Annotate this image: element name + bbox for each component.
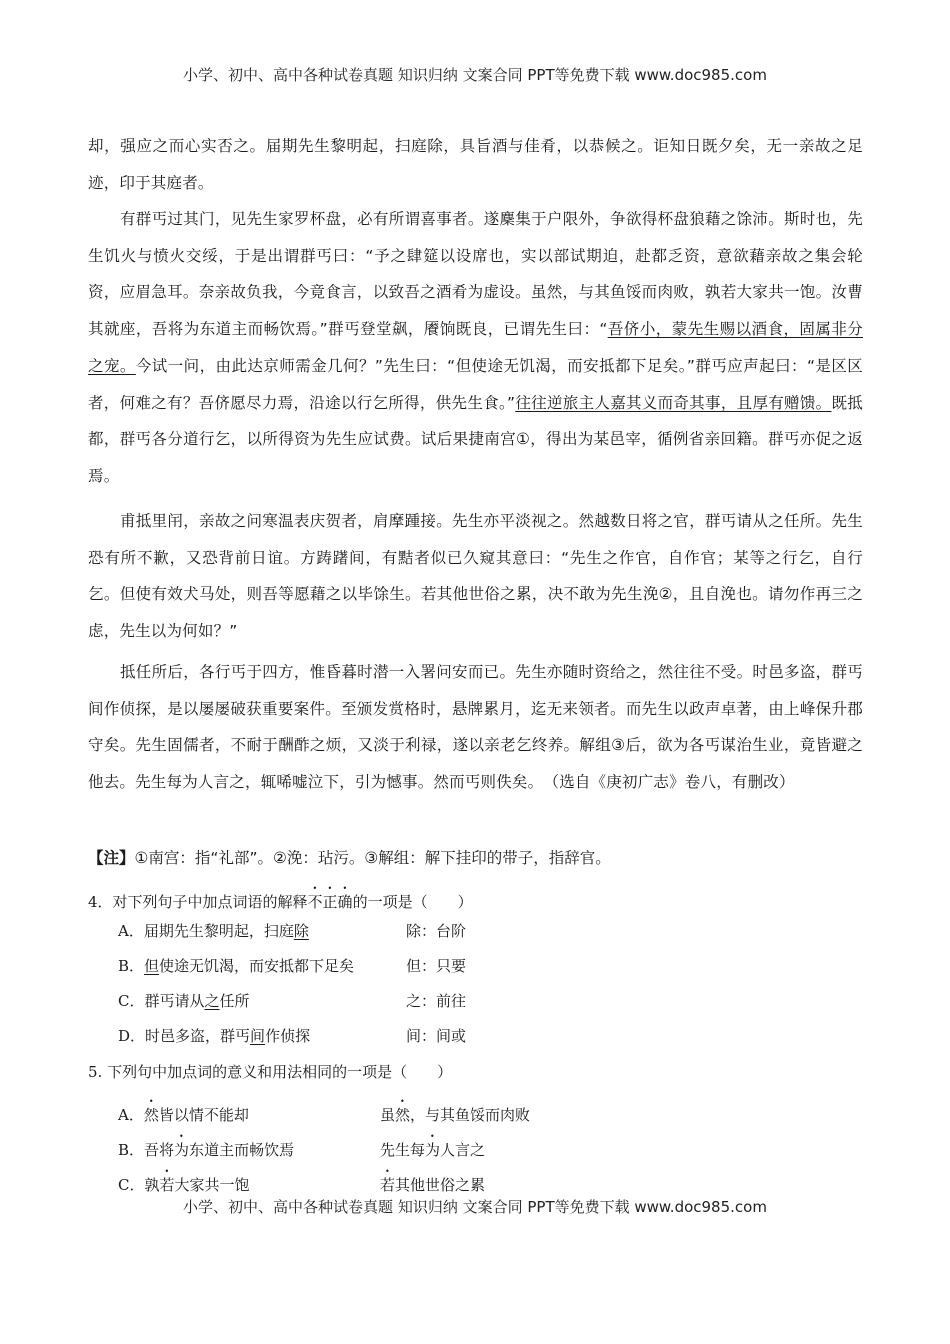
option-text: 大家共一饱 xyxy=(174,1176,250,1194)
option-text: 东道主而畅饮焉 xyxy=(189,1141,295,1159)
option-gloss: 除：台阶 xyxy=(406,922,467,940)
passage-text: 有群丐过其门，见先生家罗杯盘，必有所谓喜事者。遂麇集于户限外，争欲得杯盘狼藉之馀沛。斯时也，先生饥火与愤火交绥，于是出谓群丐曰：“予之肆筵以设席也，实以部试期迫，赴都乏资，意欲藉亲故之集会轮资，应眉急耳。奈亲故负我，今竟食言，以致吾之酒肴为虚设。虽然，与其鱼馁而肉败，孰若大家共一饱。汝曹其就座，吾将为东道主而畅饮焉。”群丐登堂飙，餍饷既良，已谓先生曰：“ xyxy=(88,210,863,339)
option-gloss: 间：间或 xyxy=(406,1027,467,1045)
option-text: 时邑多盗，群丐 xyxy=(145,1027,251,1045)
option-second-sentence xyxy=(380,1132,485,1160)
option-letter: A． xyxy=(118,1106,144,1124)
q4-option-c[interactable] xyxy=(118,990,467,1011)
dotted-word: 为 xyxy=(425,1141,441,1159)
q5-option-b[interactable] xyxy=(118,1132,486,1160)
question-text: 4．对下列句子中加点词语的解释 xyxy=(88,893,308,911)
option-text: 孰 xyxy=(144,1176,160,1194)
option-text: ，与其鱼馁而肉败 xyxy=(410,1106,531,1124)
q4-option-a[interactable] xyxy=(118,920,467,941)
option-letter: A． xyxy=(118,922,144,940)
key-word: 之 xyxy=(204,992,220,1010)
note-text: ①南宫：指“礼部”。②浼：玷污。③解组：解下挂印的带子，指辞官。 xyxy=(134,849,611,867)
page-header: 小学、初中、高中各种试卷真题 知识归纳 文案合同 PPT等免费下载 www.doc985.com xyxy=(183,66,767,84)
option-text: 吾将 xyxy=(144,1141,175,1159)
emphasized-words: 不正确 xyxy=(307,893,353,911)
option-text: 虽 xyxy=(380,1106,396,1124)
key-word: 间 xyxy=(250,1027,266,1045)
option-second-sentence xyxy=(380,1167,485,1195)
option-gloss: 之：前往 xyxy=(406,992,467,1010)
underlined-sentence-2: 往往逆旅主人嘉其义而奇其事，且厚有赠馈。 xyxy=(515,393,832,412)
dotted-word: 为 xyxy=(174,1141,190,1159)
option-text: 其他世俗之累 xyxy=(395,1176,486,1194)
option-text: 届期先生黎明起，扫庭 xyxy=(143,922,294,940)
question-5-stem: 5. 下列句中加点词的意义和用法相同的一项是（ ） xyxy=(88,1063,453,1081)
passage-text: 今试一问，由此达京师需金几何？”先生曰：“但使途无饥渴，而安抵都下足矣。”群丐应声起曰：“是区区者，何难之有？吾侪愿尽力焉，沿途以行乞所得，供先生食。” xyxy=(88,356,863,412)
note-label: 【注】 xyxy=(88,849,135,867)
dotted-word: 然 xyxy=(143,1106,159,1124)
q4-option-d[interactable] xyxy=(118,1025,467,1046)
option-second-sentence xyxy=(380,1097,530,1125)
underlined-sentence-1: 吾侪小，蒙先生赐以酒食，固属非分之宠。 xyxy=(88,320,863,375)
dotted-word: 然 xyxy=(395,1106,411,1124)
passage-paragraph-2 xyxy=(88,201,863,495)
dotted-word: 若 xyxy=(159,1176,175,1194)
option-letter: D． xyxy=(118,1027,146,1045)
option-gloss: 但：只要 xyxy=(406,957,467,975)
option-letter: B． xyxy=(118,1141,145,1159)
key-word: 除 xyxy=(293,922,309,940)
q5-option-c[interactable] xyxy=(118,1167,486,1195)
option-text: 皆以情不能却 xyxy=(158,1106,249,1124)
q4-option-b[interactable] xyxy=(118,955,467,976)
passage-paragraph-4 xyxy=(88,654,863,801)
option-text: 人言之 xyxy=(440,1141,486,1159)
dotted-word: 若 xyxy=(380,1176,396,1194)
key-word: 但 xyxy=(144,957,160,975)
passage-text: 抵任所后，各行丐于四方，惟昏暮时潜一入署问安而已。先生亦随时资给之，然往往不受。时邑多盗，群丐间作侦探，是以屡屡破获重要案件。至颁发赏格时，悬牌累月，迄无来领者。而先生以政声卓著，由上峰保升郡守矣。先生固儒者，不耐于酬酢之烦，又淡于利禄，遂以亲老乞终养。解组③后，欲为各丐谋治生业，竟皆避之他去。先生每为人言之，辄唏嘘泣下，引为憾事。然而丐则佚矣。 （选自《庚初广志》卷八，有删改） xyxy=(88,663,863,792)
page-footer: 小学、初中、高中各种试卷真题 知识归纳 文案合同 PPT等免费下载 www.doc985.com xyxy=(183,1198,767,1216)
option-letter: C． xyxy=(118,992,145,1010)
passage-text: 甫抵里闬，亲故之问寒温表庆贺者，肩摩踵接。先生亦平淡视之。然越数日将之官，群丐请从之任所。先生恐有所不歉，又恐背前日谊。方踌躇间，有黠者似已久窥其意曰：“先生之作官，自作官；某等之行乞，自行乞。但使有效犬马处，则吾等愿藉之以毕馀生。若其他世俗之累，决不敢为先生浼②，且自浼也。请勿作再三之虑，先生以为何如？” xyxy=(88,512,863,641)
option-text: 先生每 xyxy=(380,1141,426,1159)
option-letter: C． xyxy=(118,1176,145,1194)
question-4-stem xyxy=(88,884,473,912)
option-text: 使途无饥渴，而安抵都下足矣 xyxy=(159,957,355,975)
passage-paragraph-1 xyxy=(88,128,863,201)
q5-option-a[interactable] xyxy=(118,1097,531,1125)
passage-text: 却，强应之而心实否之。届期先生黎明起，扫庭除，具旨酒与佳肴，以恭候之。讵知日既夕矣，无一亲故之足迹，印于其庭者。 xyxy=(88,137,863,192)
option-text: 任所 xyxy=(219,992,250,1010)
passage-text: 既抵都，群丐各分道行乞，以所得资为先生应试费。试后果捷南宫①，得出为某邑宰，循例省亲回籍。群丐亦促之返焉。 xyxy=(88,393,863,485)
annotation-note xyxy=(88,846,611,868)
option-letter: B． xyxy=(118,957,145,975)
option-text: 群丐请从 xyxy=(144,992,205,1010)
passage-paragraph-3 xyxy=(88,503,863,650)
option-text: 作侦探 xyxy=(265,1027,311,1045)
question-text: 的一项是（ ） xyxy=(352,893,473,911)
